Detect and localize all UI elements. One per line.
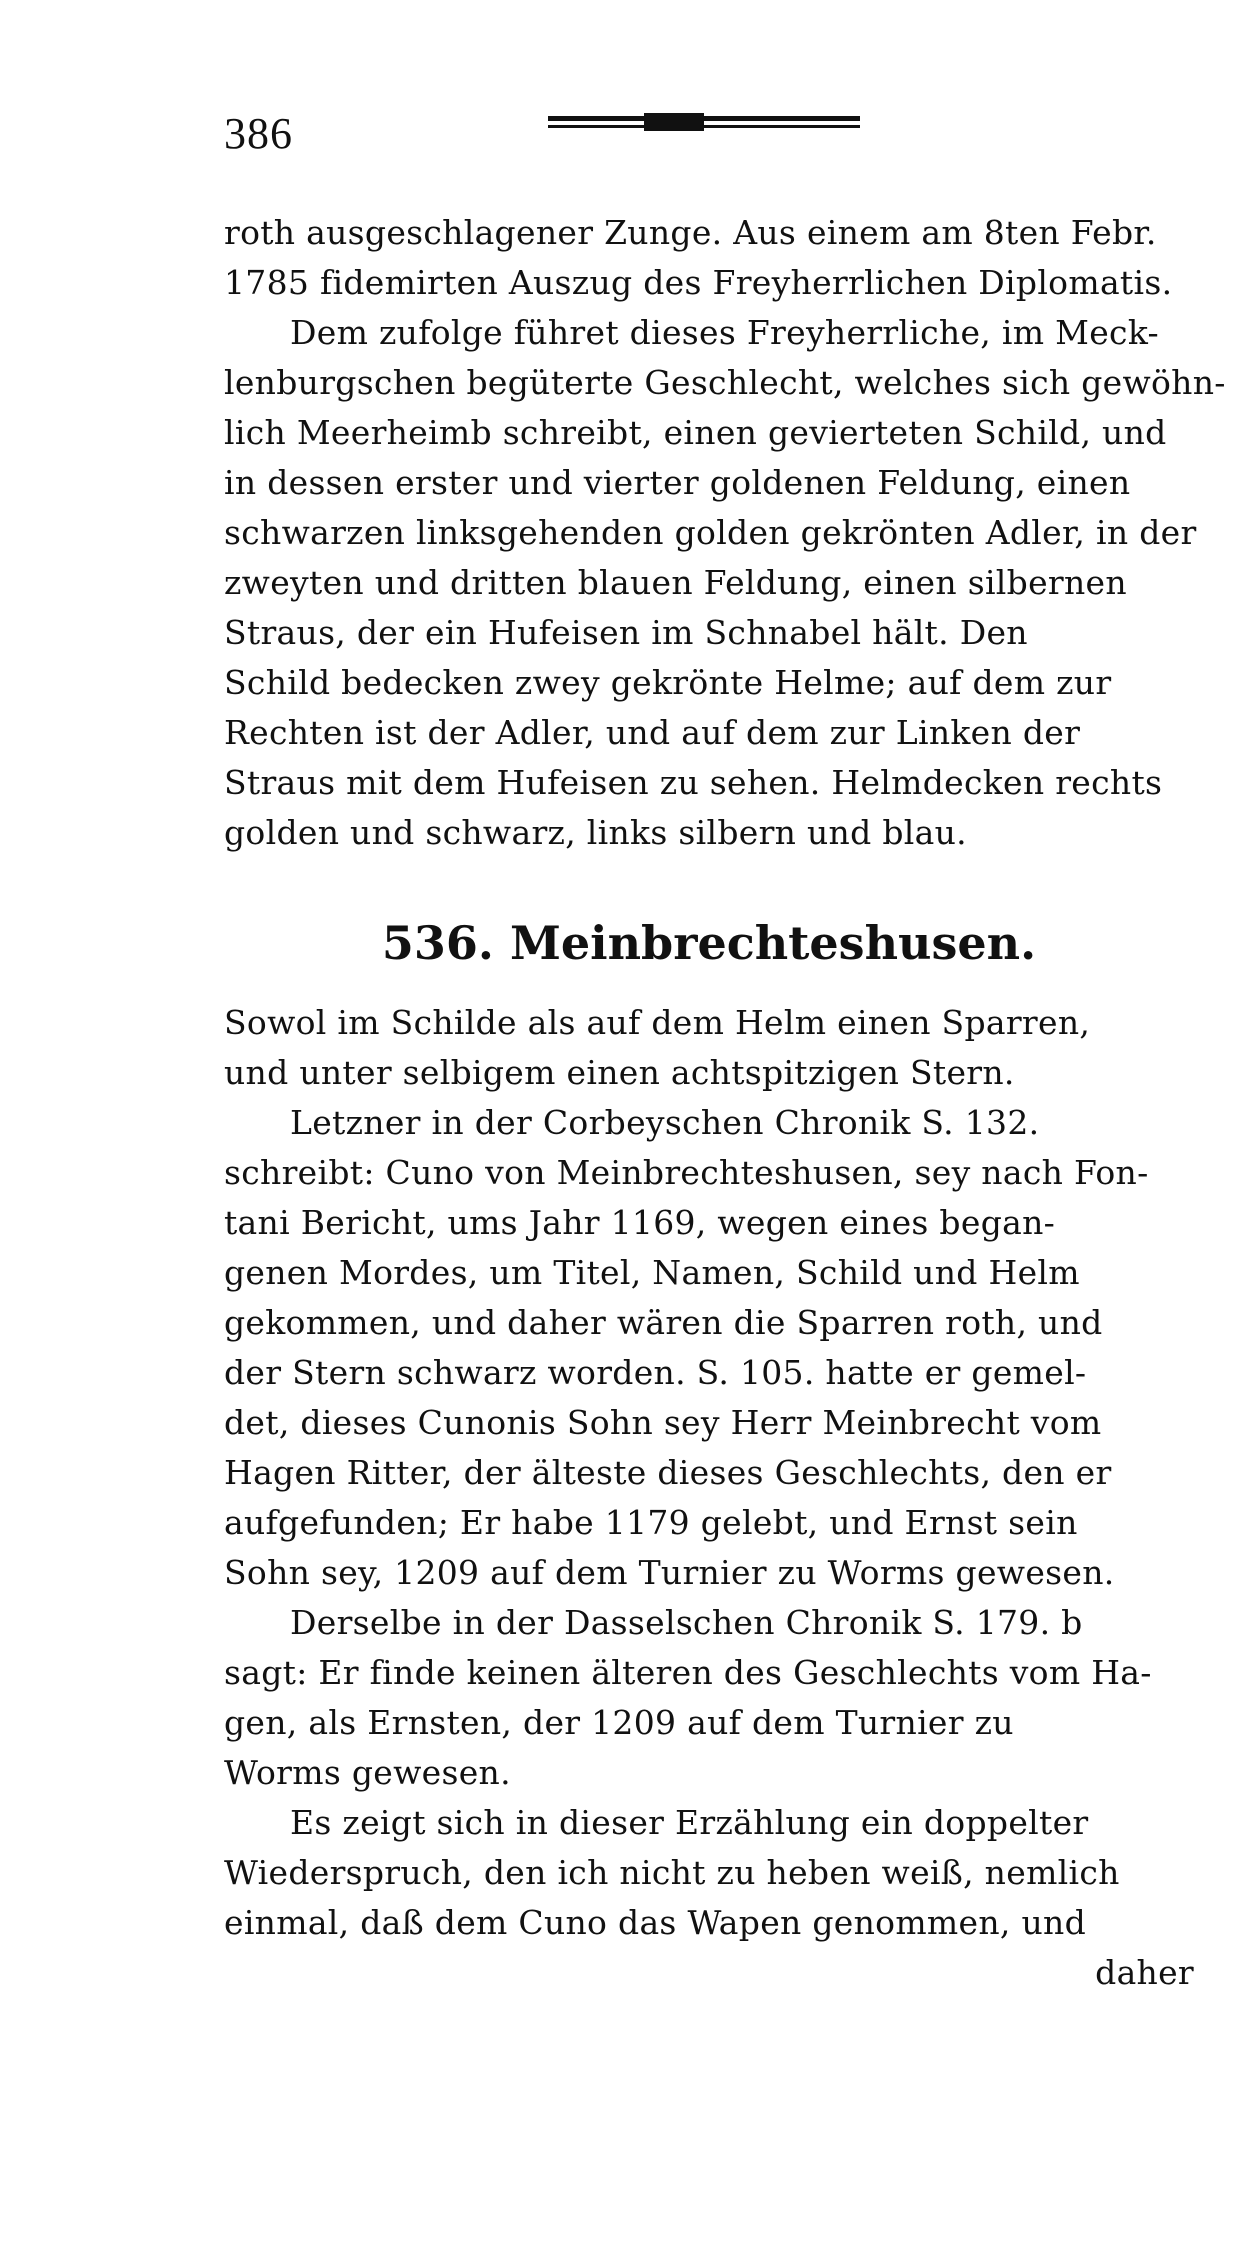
text-line: Derselbe in der Dasselschen Chronik S. 179. b bbox=[290, 1603, 1083, 1642]
text-line: Worms gewesen. bbox=[224, 1753, 511, 1792]
header-ornament-rule bbox=[548, 112, 860, 134]
text-line: det, dieses Cunonis Sohn sey Herr Meinbrecht vom bbox=[224, 1403, 1102, 1442]
text-line: zweyten und dritten blauen Feldung, einen silbernen bbox=[224, 563, 1127, 602]
text-line: Straus, der ein Hufeisen im Schnabel hält. Den bbox=[224, 613, 1028, 652]
text-line: Straus mit dem Hufeisen zu sehen. Helmdecken rechts bbox=[224, 763, 1163, 802]
text-line: Wiederspruch, den ich nicht zu heben weiß, nemlich bbox=[224, 1853, 1120, 1892]
catchword: daher bbox=[1095, 1953, 1194, 1992]
text-line: Letzner in der Corbeyschen Chronik S. 132. bbox=[290, 1103, 1040, 1142]
text-line: Es zeigt sich in dieser Erzählung ein doppelter bbox=[290, 1803, 1089, 1842]
text-line: und unter selbigem einen achtspitzigen Stern. bbox=[224, 1053, 1015, 1092]
text-line: roth ausgeschlagener Zunge. Aus einem am 8ten Febr. bbox=[224, 213, 1157, 252]
text-line: Dem zufolge führet dieses Freyherrliche, im Meck- bbox=[290, 313, 1159, 352]
text-line: genen Mordes, um Titel, Namen, Schild und Helm bbox=[224, 1253, 1080, 1292]
text-line: aufgefunden; Er habe 1179 gelebt, und Ernst sein bbox=[224, 1503, 1078, 1542]
text-line: golden und schwarz, links silbern und blau. bbox=[224, 813, 967, 852]
text-line: schreibt: Cuno von Meinbrechteshusen, sey nach Fon- bbox=[224, 1153, 1149, 1192]
text-line: Hagen Ritter, der älteste dieses Geschlechts, den er bbox=[224, 1453, 1112, 1492]
text-line: gen, als Ernsten, der 1209 auf dem Turnier zu bbox=[224, 1703, 1014, 1742]
text-line: der Stern schwarz worden. S. 105. hatte er gemel- bbox=[224, 1353, 1087, 1392]
section-heading: 536. Meinbrechteshusen. bbox=[381, 916, 1037, 970]
text-line: sagt: Er finde keinen älteren des Geschlechts vom Ha- bbox=[224, 1653, 1152, 1692]
text-line: 1785 fidemirten Auszug des Freyherrlichen Diplomatis. bbox=[224, 263, 1173, 302]
text-line: Sohn sey, 1209 auf dem Turnier zu Worms gewesen. bbox=[224, 1553, 1115, 1592]
text-line: in dessen erster und vierter goldenen Feldung, einen bbox=[224, 463, 1131, 502]
text-line: lenburgschen begüterte Geschlecht, welches sich gewöhn- bbox=[224, 363, 1226, 402]
text-line: Schild bedecken zwey gekrönte Helme; auf dem zur bbox=[224, 663, 1112, 702]
text-line: tani Bericht, ums Jahr 1169, wegen eines began- bbox=[224, 1203, 1056, 1242]
text-line: schwarzen linksgehenden golden gekrönten Adler, in der bbox=[224, 513, 1197, 552]
text-line: einmal, daß dem Cuno das Wapen genommen, und bbox=[224, 1903, 1087, 1942]
page-number: 386 bbox=[224, 109, 293, 158]
text-line: gekommen, und daher wären die Sparren roth, und bbox=[224, 1303, 1103, 1342]
text-line: Rechten ist der Adler, und auf dem zur Linken der bbox=[224, 713, 1081, 752]
text-line: lich Meerheimb schreibt, einen gevierteten Schild, und bbox=[224, 413, 1167, 452]
text-line: Sowol im Schilde als auf dem Helm einen Sparren, bbox=[224, 1003, 1091, 1042]
